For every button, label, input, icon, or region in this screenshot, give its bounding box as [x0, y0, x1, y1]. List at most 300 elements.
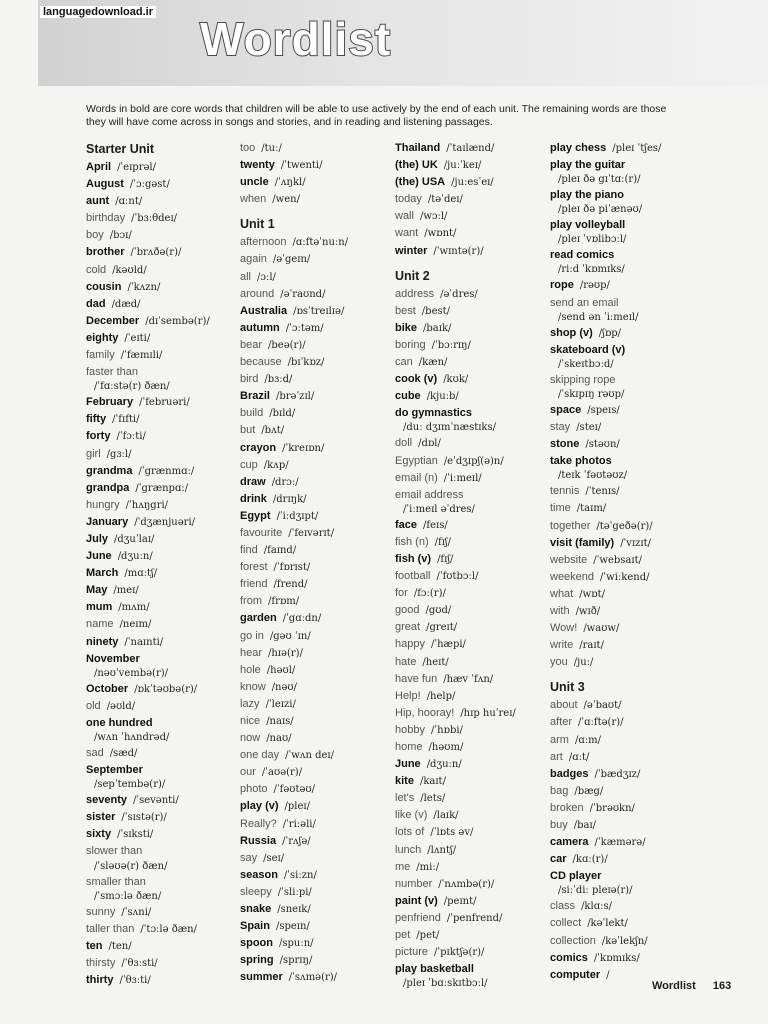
- word-entry: [395, 191, 550, 208]
- word-entry: [395, 354, 550, 371]
- pronunciation: /ˈsmɔːlə ðæn/: [94, 890, 162, 902]
- headword: July: [86, 532, 109, 545]
- pronunciation: /brəˈzɪl/: [275, 391, 315, 403]
- pronunciation: /ˈɑːftə(r)/: [578, 717, 624, 729]
- headword: car: [550, 853, 567, 866]
- headword: happy: [395, 638, 425, 651]
- word-entry: [550, 419, 705, 436]
- pronunciation: /ˈwʌn deɪ/: [285, 750, 334, 762]
- word-entry: [395, 756, 550, 773]
- word-entry: [550, 535, 705, 552]
- word-entry: [240, 816, 395, 833]
- word-entry: [550, 933, 705, 950]
- pronunciation: /ˈfɔːti/: [116, 431, 146, 443]
- headword: about: [550, 699, 578, 712]
- word-entry: [240, 764, 395, 781]
- pronunciation: /həʊl/: [266, 664, 296, 676]
- word-entry: [86, 565, 241, 582]
- pronunciation: /neɪm/: [119, 619, 152, 631]
- pronunciation: /tuː/: [261, 143, 282, 154]
- headword: hobby: [395, 723, 425, 736]
- word-entry: [395, 842, 550, 859]
- pronunciation: /kaɪt/: [419, 776, 446, 788]
- word-entry: [395, 534, 550, 551]
- pronunciation: /ˈsɪksti/: [117, 829, 154, 841]
- headword: have fun: [395, 672, 438, 685]
- word-entry: [240, 935, 395, 952]
- headword: friend: [240, 578, 268, 591]
- word-entry: [240, 140, 395, 157]
- word-entry: [86, 938, 241, 955]
- pronunciation: /klɑːs/: [581, 901, 612, 913]
- word-entry: [86, 809, 241, 826]
- headword: lazy: [240, 697, 260, 710]
- headword: play chess: [550, 142, 607, 154]
- pronunciation: /meɪ/: [113, 585, 139, 597]
- pronunciation: /dʒuːn/: [117, 551, 153, 563]
- word-entry: [86, 582, 241, 599]
- headword: Egyptian: [395, 454, 438, 467]
- headword: bear: [240, 338, 263, 351]
- headword: skipping rope: [550, 373, 616, 386]
- word-entry: [550, 620, 705, 637]
- pronunciation: /ˈθɜːsti/: [121, 957, 158, 969]
- headword: pet: [395, 929, 411, 942]
- headword: number: [395, 877, 433, 890]
- word-entry: [86, 394, 241, 411]
- pronunciation: /fɪʃ/: [437, 553, 454, 565]
- headword: June: [395, 758, 421, 771]
- word-entry: [240, 234, 395, 251]
- headword: hungry: [86, 498, 120, 511]
- headword: comics: [550, 951, 588, 964]
- pronunciation: /ˈfæmɪli/: [120, 350, 163, 362]
- headword: Brazil: [240, 390, 270, 403]
- word-entry: [240, 337, 395, 354]
- headword: fish (n): [395, 535, 429, 548]
- pronunciation: /fɔː(r)/: [413, 588, 446, 600]
- pronunciation: /ˈriːəli/: [282, 818, 316, 830]
- section-heading: Starter Unit: [86, 142, 155, 156]
- page-title: Wordlist: [200, 13, 392, 65]
- site-watermark: languagedownload.ir: [40, 6, 156, 18]
- word-entry: [240, 405, 395, 422]
- headword: space: [550, 403, 582, 416]
- headword: collection: [550, 934, 596, 947]
- pronunciation: /rəʊp/: [579, 280, 610, 292]
- word-entry: [240, 610, 395, 627]
- headword: Wow!: [550, 622, 578, 635]
- headword: want: [395, 227, 419, 240]
- pronunciation: /ˈtwenti/: [280, 160, 323, 172]
- word-entry: [550, 569, 705, 586]
- pronunciation: /wʌn ˈhʌndrəd/: [94, 732, 170, 743]
- word-entry: [86, 428, 241, 445]
- headword: find: [240, 544, 258, 557]
- pronunciation: /ˈθɜːti/: [119, 975, 151, 987]
- word-entry: [240, 867, 395, 884]
- page-number: 163: [712, 980, 732, 992]
- headword: shop (v): [550, 326, 593, 339]
- pronunciation: /ˈkreɪɒn/: [282, 442, 325, 454]
- headword: website: [550, 553, 588, 566]
- headword: because: [240, 356, 282, 369]
- word-entry: [550, 436, 705, 453]
- word-entry: [395, 243, 550, 260]
- headword: girl: [86, 447, 101, 460]
- word-entry: [395, 517, 550, 534]
- word-entry: [86, 514, 241, 531]
- word-entry: [395, 320, 550, 337]
- headword: you: [550, 656, 568, 669]
- headword: from: [240, 595, 262, 608]
- headword: forty: [86, 430, 111, 443]
- headword: Russia: [240, 834, 277, 847]
- pronunciation: /ˈnʌmbə(r)/: [438, 878, 495, 890]
- headword: too: [240, 142, 256, 154]
- pronunciation: /ˈhʌŋgri/: [125, 499, 169, 511]
- word-entry: [86, 904, 241, 921]
- word-entry: [240, 508, 395, 525]
- headword: play the guitar: [550, 159, 626, 172]
- headword: best: [395, 304, 416, 317]
- headword: uncle: [240, 176, 269, 189]
- pronunciation: /ˈgrænpɑː/: [135, 482, 189, 494]
- pronunciation: /əˈgeɪn/: [272, 254, 311, 266]
- pronunciation: /mʌm/: [118, 602, 150, 614]
- pronunciation: /speɪn/: [275, 921, 310, 933]
- wordlist-column-1: [86, 140, 241, 989]
- pronunciation: /ˈfebruəri/: [139, 397, 190, 409]
- word-entry: [395, 619, 550, 636]
- pronunciation: /ˈkʌzn/: [127, 281, 161, 293]
- headword: lots of: [395, 826, 425, 839]
- word-entry: [550, 915, 705, 932]
- pronunciation: /ɑːm/: [574, 734, 601, 746]
- word-entry: [550, 342, 705, 372]
- pronunciation: /ˈɔːtəm/: [285, 322, 324, 334]
- headword: camera: [550, 836, 589, 849]
- word-entry: [550, 898, 705, 915]
- headword: play basketball: [395, 963, 474, 976]
- pronunciation: /ɑːftəˈnuːn/: [292, 237, 349, 249]
- word-entry: [395, 405, 550, 435]
- pronunciation: /naʊ/: [266, 733, 292, 745]
- pronunciation: /greɪt/: [426, 622, 458, 634]
- pronunciation: /ˈsevənti/: [132, 795, 179, 807]
- pronunciation: /ˈfeɪvərɪt/: [288, 527, 335, 539]
- word-entry: [395, 654, 550, 671]
- headword: cup: [240, 458, 258, 471]
- headword: fish (v): [395, 552, 432, 565]
- headword: September: [86, 764, 143, 777]
- pronunciation: /sepˈtembə(r)/: [94, 779, 166, 791]
- headword: forest: [240, 561, 268, 574]
- word-entry: [240, 884, 395, 901]
- pronunciation: /ˈpɪktʃə(r)/: [434, 947, 485, 959]
- word-entry: [395, 688, 550, 705]
- headword: snake: [240, 903, 272, 916]
- headword: October: [86, 682, 129, 695]
- word-entry: [240, 422, 395, 439]
- headword: know: [240, 680, 266, 693]
- word-entry: [550, 654, 705, 671]
- word-entry: [240, 696, 395, 713]
- headword: bike: [395, 321, 418, 334]
- headword: football: [395, 570, 431, 583]
- word-entry: [395, 705, 550, 722]
- pronunciation: /eˈdʒɪpʃ(ə)n/: [443, 455, 504, 467]
- word-entry: [240, 662, 395, 679]
- word-entry: [240, 371, 395, 388]
- word-entry: [240, 969, 395, 986]
- pronunciation: /ˈbɜːθdeɪ/: [131, 213, 178, 225]
- pronunciation: /ˈwɪntə(r)/: [433, 245, 484, 257]
- headword: CD player: [550, 870, 602, 883]
- word-entry: [550, 247, 705, 277]
- headword: around: [240, 287, 275, 300]
- intro-paragraph: Words in bold are core words that children will be able to use actively by the end of each unit. The remaining words are those they will have come across in songs and stories, and in reading and listening passages.: [86, 103, 667, 128]
- pronunciation: /seɪ/: [263, 852, 285, 864]
- word-entry: [86, 244, 241, 261]
- pronunciation: /bɜːd/: [264, 374, 293, 386]
- pronunciation: /pleɪ ðə piˈænəʊ/: [558, 204, 643, 216]
- headword: let's: [395, 792, 415, 805]
- pronunciation: /ˈiːdʒɪpt/: [276, 510, 319, 522]
- word-entry: [86, 715, 241, 745]
- word-entry: [86, 446, 241, 463]
- pronunciation: /ˈiːmeɪl əˈdres/: [403, 503, 475, 515]
- headword: twenty: [240, 159, 275, 172]
- word-entry: [240, 901, 395, 918]
- headword: boring: [395, 338, 426, 351]
- headword: cold: [86, 263, 107, 276]
- headword: play the piano: [550, 189, 624, 202]
- headword: eighty: [86, 331, 119, 344]
- pronunciation: /ˈbrəʊkn/: [589, 802, 635, 814]
- word-entry: [550, 637, 705, 654]
- pronunciation: /ˈbɔːrɪŋ/: [431, 339, 471, 351]
- headword: badges: [550, 767, 589, 780]
- headword: bag: [550, 784, 569, 797]
- pronunciation: /ˈtɔːlə ðæn/: [140, 923, 197, 935]
- headword: art: [550, 750, 563, 763]
- headword: Hip, hooray!: [395, 706, 455, 719]
- word-entry: [395, 636, 550, 653]
- word-entry: [240, 354, 395, 371]
- pronunciation: /ˈsʌni/: [121, 906, 152, 918]
- headword: boy: [86, 229, 104, 242]
- word-entry: [550, 950, 705, 967]
- pronunciation: /ˈbrʌðə(r)/: [130, 247, 182, 259]
- word-entry: [395, 337, 550, 354]
- pronunciation: /ˈfʊtbɔːl/: [436, 571, 479, 583]
- word-entry: [86, 347, 241, 364]
- word-entry: [550, 817, 705, 834]
- headword: fifty: [86, 413, 107, 426]
- headword: after: [550, 716, 573, 729]
- pronunciation: /ˈwebsaɪt/: [593, 554, 642, 566]
- headword: write: [550, 639, 574, 652]
- headword: sixty: [86, 828, 112, 841]
- word-entry: [86, 193, 241, 210]
- headword: February: [86, 396, 134, 409]
- word-entry: [395, 174, 550, 191]
- word-entry: [550, 586, 705, 603]
- headword: ten: [86, 939, 103, 952]
- headword: thirty: [86, 974, 114, 987]
- headword: go in: [240, 629, 264, 642]
- word-entry: [240, 440, 395, 457]
- pronunciation: /ˈiːmeɪl/: [443, 472, 482, 484]
- headword: wall: [395, 210, 414, 223]
- pronunciation: /naɪs/: [266, 716, 294, 727]
- word-entry: [240, 525, 395, 542]
- pronunciation: /baɪ/: [573, 820, 597, 831]
- headword: build: [240, 407, 264, 420]
- word-entry: [395, 208, 550, 225]
- pronunciation: /ˈdʒænjuəri/: [134, 516, 196, 528]
- headword: when: [240, 193, 267, 206]
- headword: great: [395, 621, 421, 634]
- pronunciation: /peɪnt/: [443, 895, 477, 907]
- headword: penfriend: [395, 911, 441, 924]
- word-entry: [86, 826, 241, 843]
- pronunciation: /əʊld/: [106, 700, 136, 712]
- word-entry: [86, 262, 241, 279]
- headword: thirsty: [86, 956, 116, 969]
- word-entry: [240, 320, 395, 337]
- pronunciation: /kæn/: [418, 357, 448, 369]
- headword: family: [86, 349, 115, 362]
- headword: season: [240, 868, 278, 881]
- headword: old: [86, 699, 101, 712]
- word-entry: [240, 303, 395, 320]
- pronunciation: /best/: [421, 305, 451, 317]
- word-entry: [550, 714, 705, 731]
- word-entry: [240, 850, 395, 867]
- headword: computer: [550, 968, 601, 981]
- headword: sleepy: [240, 885, 272, 898]
- headword: faster than: [86, 366, 138, 379]
- headword: Thailand: [395, 142, 441, 154]
- word-entry: [86, 874, 241, 904]
- word-entry: [395, 568, 550, 585]
- pronunciation: /laɪk/: [433, 810, 459, 822]
- pronunciation: /ˈgrænmɑː/: [138, 465, 195, 477]
- word-entry: [240, 191, 395, 208]
- word-entry: [240, 628, 395, 645]
- pronunciation: /drɪŋk/: [272, 493, 307, 505]
- headword: send an email: [550, 296, 619, 309]
- pronunciation: /riːd ˈkɒmɪks/: [558, 264, 625, 276]
- headword: face: [395, 518, 418, 531]
- word-entry: [395, 910, 550, 927]
- word-entry: [550, 552, 705, 569]
- headword: like (v): [395, 809, 428, 822]
- word-entry: [86, 616, 241, 633]
- headword: birthday: [86, 212, 126, 225]
- pronunciation: /duː dʒɪmˈnæstɪks/: [403, 422, 496, 434]
- word-entry: [395, 487, 550, 517]
- headword: April: [86, 161, 112, 173]
- pronunciation: /ˈfəʊtəʊ/: [273, 784, 315, 796]
- pronunciation: /wɪð/: [575, 605, 601, 617]
- section-heading: Unit 2: [395, 268, 430, 283]
- pronunciation: /ɒsˈtreɪlɪə/: [293, 305, 345, 317]
- pronunciation: /feɪs/: [423, 519, 448, 531]
- pronunciation: /əˈbaʊt/: [583, 700, 622, 712]
- pronunciation: /ˈkæmərə/: [594, 837, 646, 849]
- pronunciation: /ˈsɪstə(r)/: [121, 812, 167, 824]
- pronunciation: /mɑːtʃ/: [124, 568, 158, 580]
- pronunciation: /kəʊld/: [112, 264, 147, 276]
- headword: sunny: [86, 905, 116, 918]
- word-entry: [240, 645, 395, 662]
- word-entry: [240, 474, 395, 491]
- word-entry: [240, 952, 395, 969]
- word-entry: [395, 722, 550, 739]
- word-entry: [550, 483, 705, 500]
- word-entry: [86, 159, 241, 176]
- word-entry: [86, 296, 241, 313]
- pronunciation: /beə(r)/: [268, 339, 306, 351]
- word-entry: [550, 800, 705, 817]
- word-entry: [395, 551, 550, 568]
- word-entry: [395, 435, 550, 452]
- pronunciation: /ˈsləʊə(r) ðæn/: [94, 860, 168, 872]
- headword: favourite: [240, 526, 283, 539]
- word-entry: [395, 140, 550, 157]
- word-entry: [395, 893, 550, 910]
- headword: take photos: [550, 455, 612, 468]
- section-heading: Unit 1: [240, 217, 275, 232]
- headword: class: [550, 900, 576, 913]
- pronunciation: /ˈbædʒɪz/: [594, 768, 641, 780]
- headword: hear: [240, 646, 263, 659]
- headword: one day: [240, 749, 280, 762]
- word-entry: [240, 781, 395, 798]
- headword: taller than: [86, 922, 135, 935]
- pronunciation: /ˈrʌʃə/: [282, 835, 311, 847]
- word-entry: [240, 457, 395, 474]
- headword: Really?: [240, 817, 277, 830]
- pronunciation: /ɒkˈtəʊbə(r)/: [134, 683, 198, 695]
- pronunciation: /ˈwiːkend/: [600, 571, 650, 583]
- word-entry: [86, 599, 241, 616]
- pronunciation: /ˈtenɪs/: [585, 486, 620, 498]
- word-entry: [86, 972, 241, 989]
- word-entry: [240, 798, 395, 815]
- pronunciation: /: [606, 969, 610, 981]
- word-entry: [395, 225, 550, 242]
- headword: hate: [395, 655, 417, 668]
- word-entry: [550, 277, 705, 294]
- word-entry: [86, 843, 241, 873]
- pronunciation: /ˈleɪzi/: [265, 698, 296, 710]
- word-entry: [550, 453, 705, 483]
- word-entry: [550, 187, 705, 217]
- word-entry: [550, 766, 705, 783]
- pronunciation: /ˈsʌmə(r)/: [288, 972, 338, 984]
- headword: November: [86, 652, 140, 665]
- pronunciation: /stəʊn/: [585, 439, 620, 451]
- pronunciation: /baɪk/: [423, 322, 452, 334]
- headword: now: [240, 732, 261, 745]
- pronunciation: /sneɪk/: [277, 904, 311, 916]
- pronunciation: /juː/: [573, 657, 594, 669]
- pronunciation: /ˈgɑːdn/: [282, 613, 322, 625]
